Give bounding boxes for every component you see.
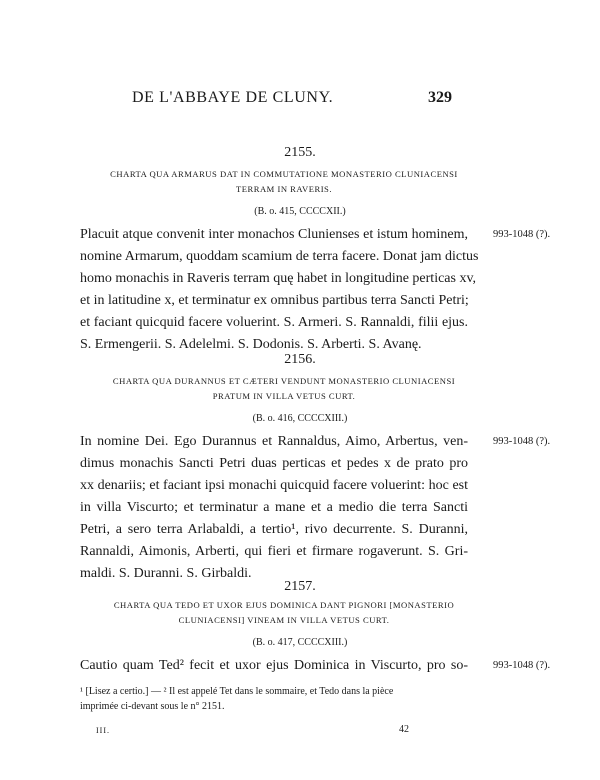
body-line: maldi. S. Duranni. S. Girbaldi.: [80, 566, 252, 581]
signature-number: 42: [399, 724, 409, 735]
body-line: S. Ermengerii. S. Adelelmi. S. Dodonis. S. Arberti. S. Avanę.: [80, 337, 422, 352]
charter-title: [96, 598, 472, 628]
body-line: in villa Viscurto; et terminatur a mane et a medio die terra Sancti: [80, 500, 468, 515]
margin-date: 993-1048 (?).: [493, 436, 551, 447]
body-line: dimus monachis Sancti Petri duas perticas et pedes x de prato pro: [80, 456, 468, 471]
body-line: Rannaldi, Aimonis, Arberti, qui fieri et firmare rogaverunt. S. Gri-: [80, 544, 468, 559]
charter-reference: (B. o. 416, CCCCXIII.): [252, 413, 348, 424]
footnote-line: ¹ [Lisez a certio.] — ² Il est appelé Tet dans le sommaire, et Tedo dans la pièce: [80, 686, 394, 697]
charter-title-line: CHARTA QUA ARMARUS DAT IN COMMUTATIONE MONASTERIO CLUNIACENSI: [110, 169, 458, 179]
margin-date: 993-1048 (?).: [493, 660, 551, 671]
charter-number: 2157.: [284, 579, 316, 594]
charter-title-line: TERRAM IN RAVERIS.: [236, 184, 332, 194]
charter-title-line: PRATUM IN VILLA VETUS CURT.: [212, 391, 356, 401]
body-line: Placuit atque convenit inter monachos Clunienses et istum hominem,: [80, 227, 468, 242]
charter-title: [96, 374, 472, 404]
charter-reference: (B. o. 417, CCCCXIII.): [252, 637, 348, 648]
footnotes: [80, 684, 480, 714]
charter-body: [80, 655, 468, 677]
body-line: et faciant quicquid facere voluerint. S. Armeri. S. Rannaldi, filii ejus.: [80, 315, 468, 330]
footnote-line: imprimée ci-devant sous le n° 2151.: [80, 701, 225, 712]
running-header-title: DE L'ABBAYE DE CLUNY.: [132, 89, 334, 106]
charter-number: 2156.: [284, 352, 316, 367]
charter-body: [80, 431, 468, 585]
charter-title-line: CHARTA QUA DURANNUS ET CÆTERI VENDUNT MONASTERIO CLUNIACENSI: [112, 376, 456, 386]
charter-title-line: CLUNIACENSI] VINEAM IN VILLA VETUS CURT.: [178, 615, 390, 625]
body-line: In nomine Dei. Ego Durannus et Rannaldus, Aimo, Arbertus, ven-: [80, 434, 468, 449]
body-line: Cautio quam Ted² fecit et uxor ejus Dominica in Viscurto, pro so-: [80, 658, 468, 673]
charter-number: 2155.: [284, 145, 316, 160]
page-number: 329: [428, 89, 452, 106]
charter-body: [80, 224, 479, 356]
charter-title: [96, 167, 472, 197]
margin-date: 993-1048 (?).: [493, 229, 551, 240]
charter-title-line: CHARTA QUA TEDO ET UXOR EJUS DOMINICA DANT PIGNORI [MONASTERIO: [113, 600, 455, 610]
body-line: et in latitudine x, et terminatur ex omnibus partibus terra Sancti Petri;: [80, 293, 469, 308]
body-line: homo monachis in Raveris terram quę habet in longitudine perticas xv,: [80, 271, 477, 286]
body-line: xx denariis; et faciant ipsi monachi quicquid facere voluerint: hoc est: [80, 478, 468, 493]
charter-reference: (B. o. 415, CCCCXII.): [254, 206, 346, 217]
signature-mark: III.: [96, 726, 110, 735]
body-line: nomine Armarum, quoddam scamium de terra facere. Donat jam dictus: [80, 249, 479, 264]
body-line: Petri, a sero terra Arlabaldi, a tertio¹, rivo decurrente. S. Duranni,: [80, 522, 468, 537]
